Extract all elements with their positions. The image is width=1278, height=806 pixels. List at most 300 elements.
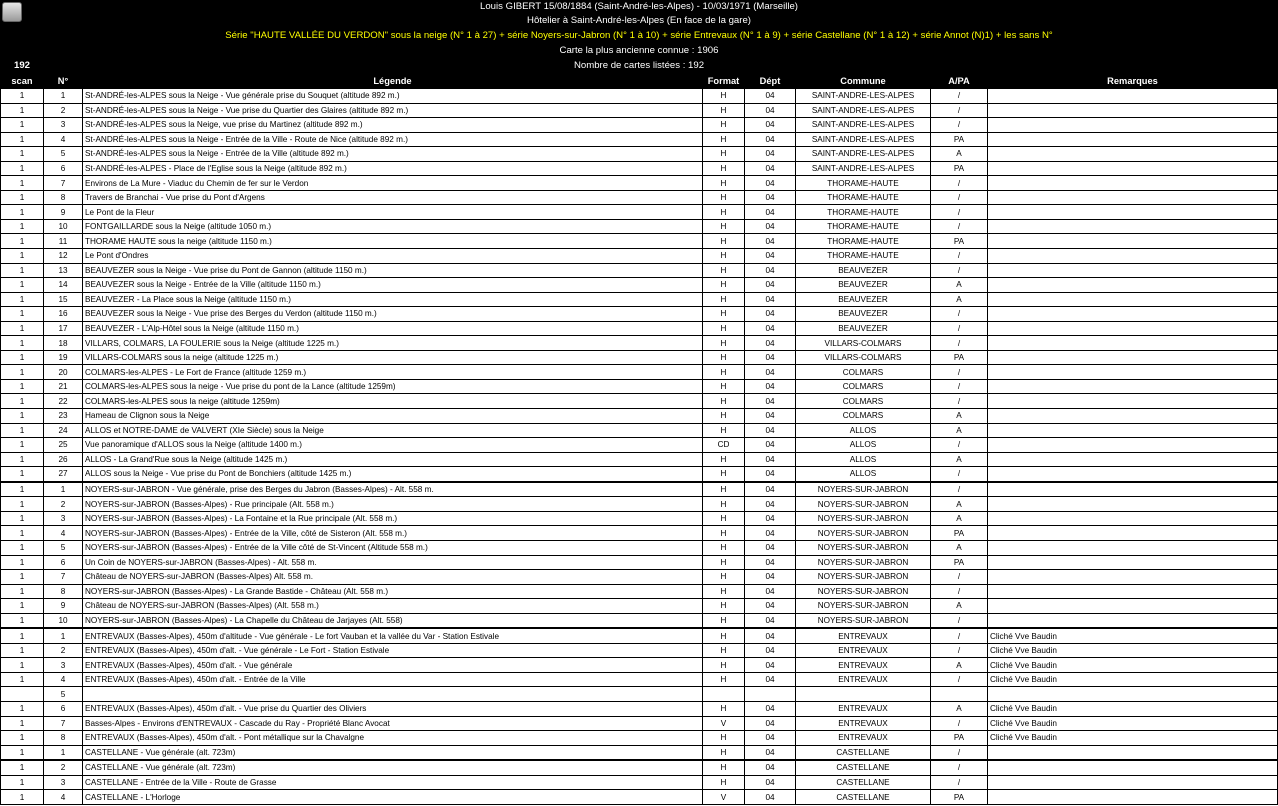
cell-format[interactable]: H <box>703 89 745 104</box>
table-row[interactable] <box>1 219 1278 234</box>
cell-format[interactable]: H <box>703 219 745 234</box>
table-row[interactable] <box>1 643 1278 658</box>
cell-remarks[interactable] <box>988 482 1278 497</box>
table-row[interactable] <box>1 321 1278 336</box>
cell-number[interactable]: 26 <box>44 452 83 467</box>
cell-scan[interactable]: 1 <box>1 540 44 555</box>
col-header-remarks[interactable]: Remarques <box>988 74 1278 89</box>
cell-dept[interactable]: 04 <box>745 118 796 133</box>
cell-commune[interactable]: NOYERS-SUR-JABRON <box>796 599 931 614</box>
cell-remarks[interactable] <box>988 249 1278 264</box>
cell-format[interactable]: H <box>703 526 745 541</box>
cell-remarks[interactable]: Cliché Vve Baudin <box>988 643 1278 658</box>
cell-scan[interactable]: 1 <box>1 745 44 760</box>
cell-dept[interactable]: 04 <box>745 613 796 628</box>
cell-scan[interactable]: 1 <box>1 190 44 205</box>
cell-format[interactable]: H <box>703 672 745 687</box>
cell-commune[interactable]: COLMARS <box>796 409 931 424</box>
cell-scan[interactable]: 1 <box>1 336 44 351</box>
table-row[interactable] <box>1 555 1278 570</box>
cell-legend[interactable]: St-ANDRÉ-les-ALPES - Place de l'Eglise sous la Neige (altitude 892 m.) <box>83 161 703 176</box>
cell-apa[interactable]: A <box>931 599 988 614</box>
cell-legend[interactable]: NOYERS-sur-JABRON (Basses-Alpes) - La Chapelle du Château de Jarjayes (Alt. 558) <box>83 613 703 628</box>
cell-scan[interactable]: 1 <box>1 658 44 673</box>
cell-number[interactable]: 14 <box>44 278 83 293</box>
cell-remarks[interactable] <box>988 394 1278 409</box>
cell-format[interactable]: H <box>703 584 745 599</box>
cell-legend[interactable]: Basses-Alpes - Environs d'ENTREVAUX - Cascade du Ray - Propriété Blanc Avocat <box>83 716 703 731</box>
table-row[interactable] <box>1 350 1278 365</box>
cell-number[interactable]: 4 <box>44 790 83 805</box>
cell-scan[interactable]: 1 <box>1 321 44 336</box>
cell-apa[interactable]: / <box>931 205 988 220</box>
cell-legend[interactable]: ENTREVAUX (Basses-Alpes), 450m d'alt. - Vue générale <box>83 658 703 673</box>
cell-format[interactable]: H <box>703 497 745 512</box>
table-row[interactable] <box>1 132 1278 147</box>
cell-scan[interactable]: 1 <box>1 132 44 147</box>
cell-scan[interactable]: 1 <box>1 89 44 104</box>
cell-remarks[interactable] <box>988 176 1278 191</box>
cell-apa[interactable]: A <box>931 497 988 512</box>
cell-commune[interactable]: THORAME-HAUTE <box>796 234 931 249</box>
cell-dept[interactable]: 04 <box>745 307 796 322</box>
cell-commune[interactable]: NOYERS-SUR-JABRON <box>796 540 931 555</box>
cell-apa[interactable]: / <box>931 438 988 453</box>
cell-format[interactable]: H <box>703 249 745 264</box>
cell-number[interactable]: 5 <box>44 687 83 702</box>
cell-remarks[interactable] <box>988 336 1278 351</box>
cell-number[interactable]: 12 <box>44 249 83 264</box>
cell-format[interactable]: H <box>703 731 745 746</box>
cell-format[interactable]: H <box>703 540 745 555</box>
cell-apa[interactable]: A <box>931 147 988 162</box>
cell-dept[interactable]: 04 <box>745 350 796 365</box>
cell-commune[interactable]: COLMARS <box>796 365 931 380</box>
table-row[interactable] <box>1 452 1278 467</box>
cell-commune[interactable]: SAINT-ANDRE-LES-ALPES <box>796 147 931 162</box>
cell-apa[interactable]: / <box>931 190 988 205</box>
cell-remarks[interactable] <box>988 540 1278 555</box>
cell-dept[interactable]: 04 <box>745 379 796 394</box>
cell-legend[interactable]: Château de NOYERS-sur-JABRON (Basses-Alpes) (Alt. 558 m.) <box>83 599 703 614</box>
cell-apa[interactable]: PA <box>931 731 988 746</box>
cell-dept[interactable]: 04 <box>745 423 796 438</box>
cell-commune[interactable]: NOYERS-SUR-JABRON <box>796 497 931 512</box>
cell-remarks[interactable] <box>988 379 1278 394</box>
cell-dept[interactable]: 04 <box>745 321 796 336</box>
table-row[interactable] <box>1 497 1278 512</box>
cell-remarks[interactable] <box>988 423 1278 438</box>
cell-number[interactable]: 4 <box>44 526 83 541</box>
cell-legend[interactable]: Travers de Branchai - Vue prise du Pont d'Argens <box>83 190 703 205</box>
cell-remarks[interactable]: Cliché Vve Baudin <box>988 716 1278 731</box>
cell-dept[interactable]: 04 <box>745 672 796 687</box>
cell-remarks[interactable] <box>988 599 1278 614</box>
cell-apa[interactable]: / <box>931 760 988 775</box>
cell-scan[interactable]: 1 <box>1 511 44 526</box>
cell-scan[interactable]: 1 <box>1 497 44 512</box>
cell-commune[interactable]: ALLOS <box>796 467 931 482</box>
cell-remarks[interactable] <box>988 790 1278 805</box>
cell-remarks[interactable] <box>988 745 1278 760</box>
cell-legend[interactable]: THORAME HAUTE sous la neige (altitude 1150 m.) <box>83 234 703 249</box>
cell-dept[interactable]: 04 <box>745 716 796 731</box>
cell-scan[interactable]: 1 <box>1 526 44 541</box>
table-row[interactable] <box>1 336 1278 351</box>
cell-remarks[interactable] <box>988 613 1278 628</box>
cell-dept[interactable]: 04 <box>745 292 796 307</box>
cell-scan[interactable]: 1 <box>1 628 44 643</box>
cell-commune[interactable]: THORAME-HAUTE <box>796 176 931 191</box>
cell-remarks[interactable] <box>988 132 1278 147</box>
cell-apa[interactable]: / <box>931 394 988 409</box>
cell-scan[interactable]: 1 <box>1 570 44 585</box>
cell-scan[interactable]: 1 <box>1 147 44 162</box>
cell-number[interactable]: 18 <box>44 336 83 351</box>
cell-dept[interactable]: 04 <box>745 643 796 658</box>
cell-number[interactable]: 9 <box>44 205 83 220</box>
table-row[interactable] <box>1 365 1278 380</box>
cell-legend[interactable]: CASTELLANE - L'Horloge <box>83 790 703 805</box>
cell-number[interactable]: 4 <box>44 672 83 687</box>
cell-dept[interactable]: 04 <box>745 132 796 147</box>
cell-legend[interactable]: BEAUVEZER sous la Neige - Entrée de la Ville (altitude 1150 m.) <box>83 278 703 293</box>
cell-format[interactable]: H <box>703 336 745 351</box>
cell-dept[interactable]: 04 <box>745 205 796 220</box>
cell-dept[interactable]: 04 <box>745 599 796 614</box>
cell-commune[interactable] <box>796 687 931 702</box>
cell-apa[interactable]: / <box>931 775 988 790</box>
cell-apa[interactable]: / <box>931 249 988 264</box>
cell-format[interactable]: H <box>703 103 745 118</box>
cell-format[interactable]: H <box>703 176 745 191</box>
cell-commune[interactable]: ENTREVAUX <box>796 701 931 716</box>
cell-scan[interactable]: 1 <box>1 775 44 790</box>
cell-dept[interactable]: 04 <box>745 147 796 162</box>
cell-format[interactable]: H <box>703 628 745 643</box>
cell-remarks[interactable] <box>988 147 1278 162</box>
cell-dept[interactable]: 04 <box>745 775 796 790</box>
cell-dept[interactable]: 04 <box>745 263 796 278</box>
cell-number[interactable]: 17 <box>44 321 83 336</box>
cell-scan[interactable]: 1 <box>1 118 44 133</box>
cell-dept[interactable]: 04 <box>745 467 796 482</box>
cell-legend[interactable]: COLMARS-les-ALPES sous la neige (altitude 1259m) <box>83 394 703 409</box>
cell-format[interactable]: V <box>703 790 745 805</box>
cell-scan[interactable]: 1 <box>1 467 44 482</box>
cell-number[interactable]: 5 <box>44 147 83 162</box>
cell-scan[interactable]: 1 <box>1 599 44 614</box>
cell-legend[interactable]: NOYERS-sur-JABRON (Basses-Alpes) - La Fontaine et la Rue principale (Alt. 558 m.) <box>83 511 703 526</box>
cell-apa[interactable]: PA <box>931 132 988 147</box>
cell-commune[interactable]: SAINT-ANDRE-LES-ALPES <box>796 161 931 176</box>
cell-dept[interactable]: 04 <box>745 497 796 512</box>
cell-legend[interactable]: ENTREVAUX (Basses-Alpes), 450m d'altitude - Vue générale - Le fort Vauban et la vallée du Var - Station Estivale <box>83 628 703 643</box>
cell-commune[interactable]: ALLOS <box>796 452 931 467</box>
cell-legend[interactable]: NOYERS-sur-JABRON - Vue générale, prise des Berges du Jabron (Basses-Alpes) - Alt. 558 m. <box>83 482 703 497</box>
cell-apa[interactable]: / <box>931 672 988 687</box>
cell-legend[interactable]: Hameau de Clignon sous la Neige <box>83 409 703 424</box>
cell-remarks[interactable] <box>988 190 1278 205</box>
col-header-format[interactable]: Format <box>703 74 745 89</box>
cell-remarks[interactable]: Cliché Vve Baudin <box>988 731 1278 746</box>
table-row[interactable] <box>1 249 1278 264</box>
cell-commune[interactable]: COLMARS <box>796 394 931 409</box>
cell-number[interactable]: 1 <box>44 745 83 760</box>
cell-number[interactable]: 2 <box>44 760 83 775</box>
cell-number[interactable]: 11 <box>44 234 83 249</box>
cell-legend[interactable]: St-ANDRÉ-les-ALPES sous la Neige - Entrée de la Ville - Route de Nice (altitude 892 m.) <box>83 132 703 147</box>
cell-format[interactable]: H <box>703 278 745 293</box>
col-header-commune[interactable]: Commune <box>796 74 931 89</box>
cell-commune[interactable]: ENTREVAUX <box>796 628 931 643</box>
cell-legend[interactable] <box>83 687 703 702</box>
cell-format[interactable]: H <box>703 745 745 760</box>
table-row[interactable] <box>1 672 1278 687</box>
cell-number[interactable]: 2 <box>44 643 83 658</box>
cell-remarks[interactable] <box>988 103 1278 118</box>
cell-legend[interactable]: BEAUVEZER - L'Alp-Hôtel sous la Neige (altitude 1150 m.) <box>83 321 703 336</box>
cell-number[interactable]: 2 <box>44 497 83 512</box>
cell-commune[interactable]: SAINT-ANDRE-LES-ALPES <box>796 132 931 147</box>
cell-commune[interactable]: NOYERS-SUR-JABRON <box>796 613 931 628</box>
cell-remarks[interactable] <box>988 526 1278 541</box>
cell-scan[interactable]: 1 <box>1 731 44 746</box>
cell-remarks[interactable] <box>988 409 1278 424</box>
cell-format[interactable]: H <box>703 263 745 278</box>
cell-remarks[interactable]: Cliché Vve Baudin <box>988 672 1278 687</box>
cell-scan[interactable]: 1 <box>1 672 44 687</box>
cell-apa[interactable]: / <box>931 613 988 628</box>
cell-format[interactable]: H <box>703 409 745 424</box>
cell-number[interactable]: 27 <box>44 467 83 482</box>
table-row[interactable] <box>1 790 1278 805</box>
cell-dept[interactable]: 04 <box>745 438 796 453</box>
cell-commune[interactable]: THORAME-HAUTE <box>796 219 931 234</box>
cell-apa[interactable]: A <box>931 278 988 293</box>
cell-number[interactable]: 7 <box>44 716 83 731</box>
cell-dept[interactable]: 04 <box>745 570 796 585</box>
cell-number[interactable]: 2 <box>44 103 83 118</box>
cell-commune[interactable]: THORAME-HAUTE <box>796 249 931 264</box>
cell-legend[interactable]: Un Coin de NOYERS-sur-JABRON (Basses-Alpes) - Alt. 558 m. <box>83 555 703 570</box>
cell-legend[interactable]: FONTGAILLARDE sous la Neige (altitude 1050 m.) <box>83 219 703 234</box>
cell-commune[interactable]: NOYERS-SUR-JABRON <box>796 584 931 599</box>
table-row[interactable] <box>1 511 1278 526</box>
cell-legend[interactable]: Château de NOYERS-sur-JABRON (Basses-Alpes) Alt. 558 m. <box>83 570 703 585</box>
cell-dept[interactable]: 04 <box>745 701 796 716</box>
table-row[interactable] <box>1 526 1278 541</box>
cell-number[interactable]: 4 <box>44 132 83 147</box>
cell-scan[interactable]: 1 <box>1 482 44 497</box>
cell-number[interactable]: 9 <box>44 599 83 614</box>
table-row[interactable] <box>1 570 1278 585</box>
cell-legend[interactable]: CASTELLANE - Entrée de la Ville - Route de Grasse <box>83 775 703 790</box>
cell-remarks[interactable] <box>988 365 1278 380</box>
cell-scan[interactable]: 1 <box>1 292 44 307</box>
cell-legend[interactable]: NOYERS-sur-JABRON (Basses-Alpes) - Entrée de la Ville côté de St-Vincent (Altitude 558 m.) <box>83 540 703 555</box>
cell-apa[interactable]: PA <box>931 350 988 365</box>
cell-remarks[interactable] <box>988 775 1278 790</box>
cell-scan[interactable]: 1 <box>1 234 44 249</box>
cell-legend[interactable]: NOYERS-sur-JABRON (Basses-Alpes) - Rue principale (Alt. 558 m.) <box>83 497 703 512</box>
cell-number[interactable]: 3 <box>44 658 83 673</box>
table-row[interactable] <box>1 467 1278 482</box>
cell-number[interactable]: 8 <box>44 584 83 599</box>
cell-commune[interactable]: BEAUVEZER <box>796 321 931 336</box>
table-row[interactable] <box>1 760 1278 775</box>
cell-remarks[interactable] <box>988 555 1278 570</box>
cell-legend[interactable]: NOYERS-sur-JABRON (Basses-Alpes) - Entrée de la Ville, côté de Sisteron (Alt. 558 m.) <box>83 526 703 541</box>
cell-number[interactable]: 16 <box>44 307 83 322</box>
cell-apa[interactable]: / <box>931 643 988 658</box>
table-row[interactable] <box>1 701 1278 716</box>
cell-number[interactable]: 13 <box>44 263 83 278</box>
cell-legend[interactable]: ENTREVAUX (Basses-Alpes), 450m d'alt. - Pont métallique sur la Chavalgne <box>83 731 703 746</box>
cell-number[interactable]: 24 <box>44 423 83 438</box>
table-row[interactable] <box>1 438 1278 453</box>
cell-legend[interactable]: BEAUVEZER sous la Neige - Vue prise des Berges du Verdon (altitude 1150 m.) <box>83 307 703 322</box>
cell-scan[interactable]: 1 <box>1 613 44 628</box>
cell-commune[interactable]: ENTREVAUX <box>796 716 931 731</box>
cell-commune[interactable]: ENTREVAUX <box>796 672 931 687</box>
cell-commune[interactable]: BEAUVEZER <box>796 292 931 307</box>
cell-format[interactable]: H <box>703 161 745 176</box>
cell-scan[interactable] <box>1 687 44 702</box>
cell-dept[interactable]: 04 <box>745 336 796 351</box>
cell-dept[interactable]: 04 <box>745 584 796 599</box>
cell-number[interactable]: 8 <box>44 731 83 746</box>
cell-remarks[interactable] <box>988 278 1278 293</box>
cell-commune[interactable]: BEAUVEZER <box>796 263 931 278</box>
cell-dept[interactable]: 04 <box>745 658 796 673</box>
cell-apa[interactable]: / <box>931 745 988 760</box>
cell-scan[interactable]: 1 <box>1 205 44 220</box>
cell-apa[interactable] <box>931 687 988 702</box>
cell-legend[interactable]: ENTREVAUX (Basses-Alpes), 450m d'alt. - Entrée de la Ville <box>83 672 703 687</box>
cell-dept[interactable]: 04 <box>745 540 796 555</box>
cell-format[interactable]: H <box>703 570 745 585</box>
cell-scan[interactable]: 1 <box>1 716 44 731</box>
table-row[interactable] <box>1 190 1278 205</box>
cell-legend[interactable]: ALLOS - La Grand'Rue sous la Neige (altitude 1425 m.) <box>83 452 703 467</box>
cell-scan[interactable]: 1 <box>1 394 44 409</box>
cell-apa[interactable]: / <box>931 628 988 643</box>
cell-remarks[interactable] <box>988 511 1278 526</box>
cell-number[interactable]: 6 <box>44 555 83 570</box>
cell-number[interactable]: 3 <box>44 511 83 526</box>
cell-format[interactable]: H <box>703 467 745 482</box>
cell-format[interactable]: H <box>703 452 745 467</box>
cell-scan[interactable]: 1 <box>1 701 44 716</box>
cell-apa[interactable]: PA <box>931 790 988 805</box>
cell-format[interactable]: H <box>703 321 745 336</box>
cell-commune[interactable]: SAINT-ANDRE-LES-ALPES <box>796 118 931 133</box>
cell-apa[interactable]: / <box>931 716 988 731</box>
cell-scan[interactable]: 1 <box>1 365 44 380</box>
cell-legend[interactable]: CASTELLANE - Vue générale (alt. 723m) <box>83 745 703 760</box>
cell-remarks[interactable]: Cliché Vve Baudin <box>988 658 1278 673</box>
cell-apa[interactable]: / <box>931 103 988 118</box>
cell-apa[interactable]: / <box>931 584 988 599</box>
col-header-legend[interactable]: Légende <box>83 74 703 89</box>
cell-apa[interactable]: / <box>931 219 988 234</box>
cell-format[interactable]: H <box>703 379 745 394</box>
cell-commune[interactable]: NOYERS-SUR-JABRON <box>796 555 931 570</box>
cell-dept[interactable]: 04 <box>745 409 796 424</box>
cell-remarks[interactable] <box>988 497 1278 512</box>
cell-number[interactable]: 19 <box>44 350 83 365</box>
cell-scan[interactable]: 1 <box>1 379 44 394</box>
cell-number[interactable]: 10 <box>44 613 83 628</box>
cell-legend[interactable]: Vue panoramique d'ALLOS sous la Neige (altitude 1400 m.) <box>83 438 703 453</box>
cell-apa[interactable]: / <box>931 379 988 394</box>
cell-format[interactable]: H <box>703 394 745 409</box>
cell-format[interactable]: H <box>703 760 745 775</box>
cell-scan[interactable]: 1 <box>1 176 44 191</box>
cell-number[interactable]: 1 <box>44 89 83 104</box>
cell-scan[interactable]: 1 <box>1 452 44 467</box>
cell-legend[interactable]: COLMARS-les-ALPES - Le Fort de France (altitude 1259 m.) <box>83 365 703 380</box>
table-row[interactable] <box>1 716 1278 731</box>
table-row[interactable] <box>1 482 1278 497</box>
table-row[interactable] <box>1 147 1278 162</box>
cell-commune[interactable]: SAINT-ANDRE-LES-ALPES <box>796 89 931 104</box>
cell-legend[interactable]: Le Pont de la Fleur <box>83 205 703 220</box>
cell-scan[interactable]: 1 <box>1 409 44 424</box>
cell-scan[interactable]: 1 <box>1 760 44 775</box>
cell-number[interactable]: 6 <box>44 701 83 716</box>
cell-commune[interactable]: ALLOS <box>796 423 931 438</box>
cell-number[interactable]: 6 <box>44 161 83 176</box>
cell-format[interactable]: V <box>703 716 745 731</box>
cell-scan[interactable]: 1 <box>1 278 44 293</box>
cell-apa[interactable]: / <box>931 118 988 133</box>
cell-legend[interactable]: BEAUVEZER - La Place sous la Neige (altitude 1150 m.) <box>83 292 703 307</box>
cell-remarks[interactable] <box>988 687 1278 702</box>
cell-remarks[interactable] <box>988 263 1278 278</box>
table-row[interactable] <box>1 118 1278 133</box>
cell-remarks[interactable] <box>988 292 1278 307</box>
cell-dept[interactable]: 04 <box>745 190 796 205</box>
col-header-apa[interactable]: A/PA <box>931 74 988 89</box>
table-row[interactable] <box>1 628 1278 643</box>
cell-remarks[interactable] <box>988 467 1278 482</box>
cell-remarks[interactable] <box>988 89 1278 104</box>
cell-legend[interactable]: BEAUVEZER sous la Neige - Vue prise du Pont de Gannon (altitude 1150 m.) <box>83 263 703 278</box>
cell-number[interactable]: 3 <box>44 118 83 133</box>
cell-format[interactable]: H <box>703 423 745 438</box>
cell-format[interactable]: H <box>703 350 745 365</box>
cell-format[interactable]: H <box>703 205 745 220</box>
cell-number[interactable]: 23 <box>44 409 83 424</box>
cell-scan[interactable]: 1 <box>1 438 44 453</box>
cell-format[interactable]: H <box>703 132 745 147</box>
cell-commune[interactable]: NOYERS-SUR-JABRON <box>796 526 931 541</box>
cell-dept[interactable]: 04 <box>745 745 796 760</box>
cell-number[interactable]: 1 <box>44 628 83 643</box>
cell-commune[interactable]: NOYERS-SUR-JABRON <box>796 570 931 585</box>
cell-apa[interactable]: / <box>931 467 988 482</box>
cell-legend[interactable]: ALLOS sous la Neige - Vue prise du Pont de Bonchiers (altitude 1425 m.) <box>83 467 703 482</box>
cell-remarks[interactable] <box>988 760 1278 775</box>
table-row[interactable] <box>1 234 1278 249</box>
table-row[interactable] <box>1 263 1278 278</box>
cell-apa[interactable]: / <box>931 336 988 351</box>
cell-commune[interactable]: CASTELLANE <box>796 760 931 775</box>
cell-format[interactable] <box>703 687 745 702</box>
cell-number[interactable]: 7 <box>44 570 83 585</box>
